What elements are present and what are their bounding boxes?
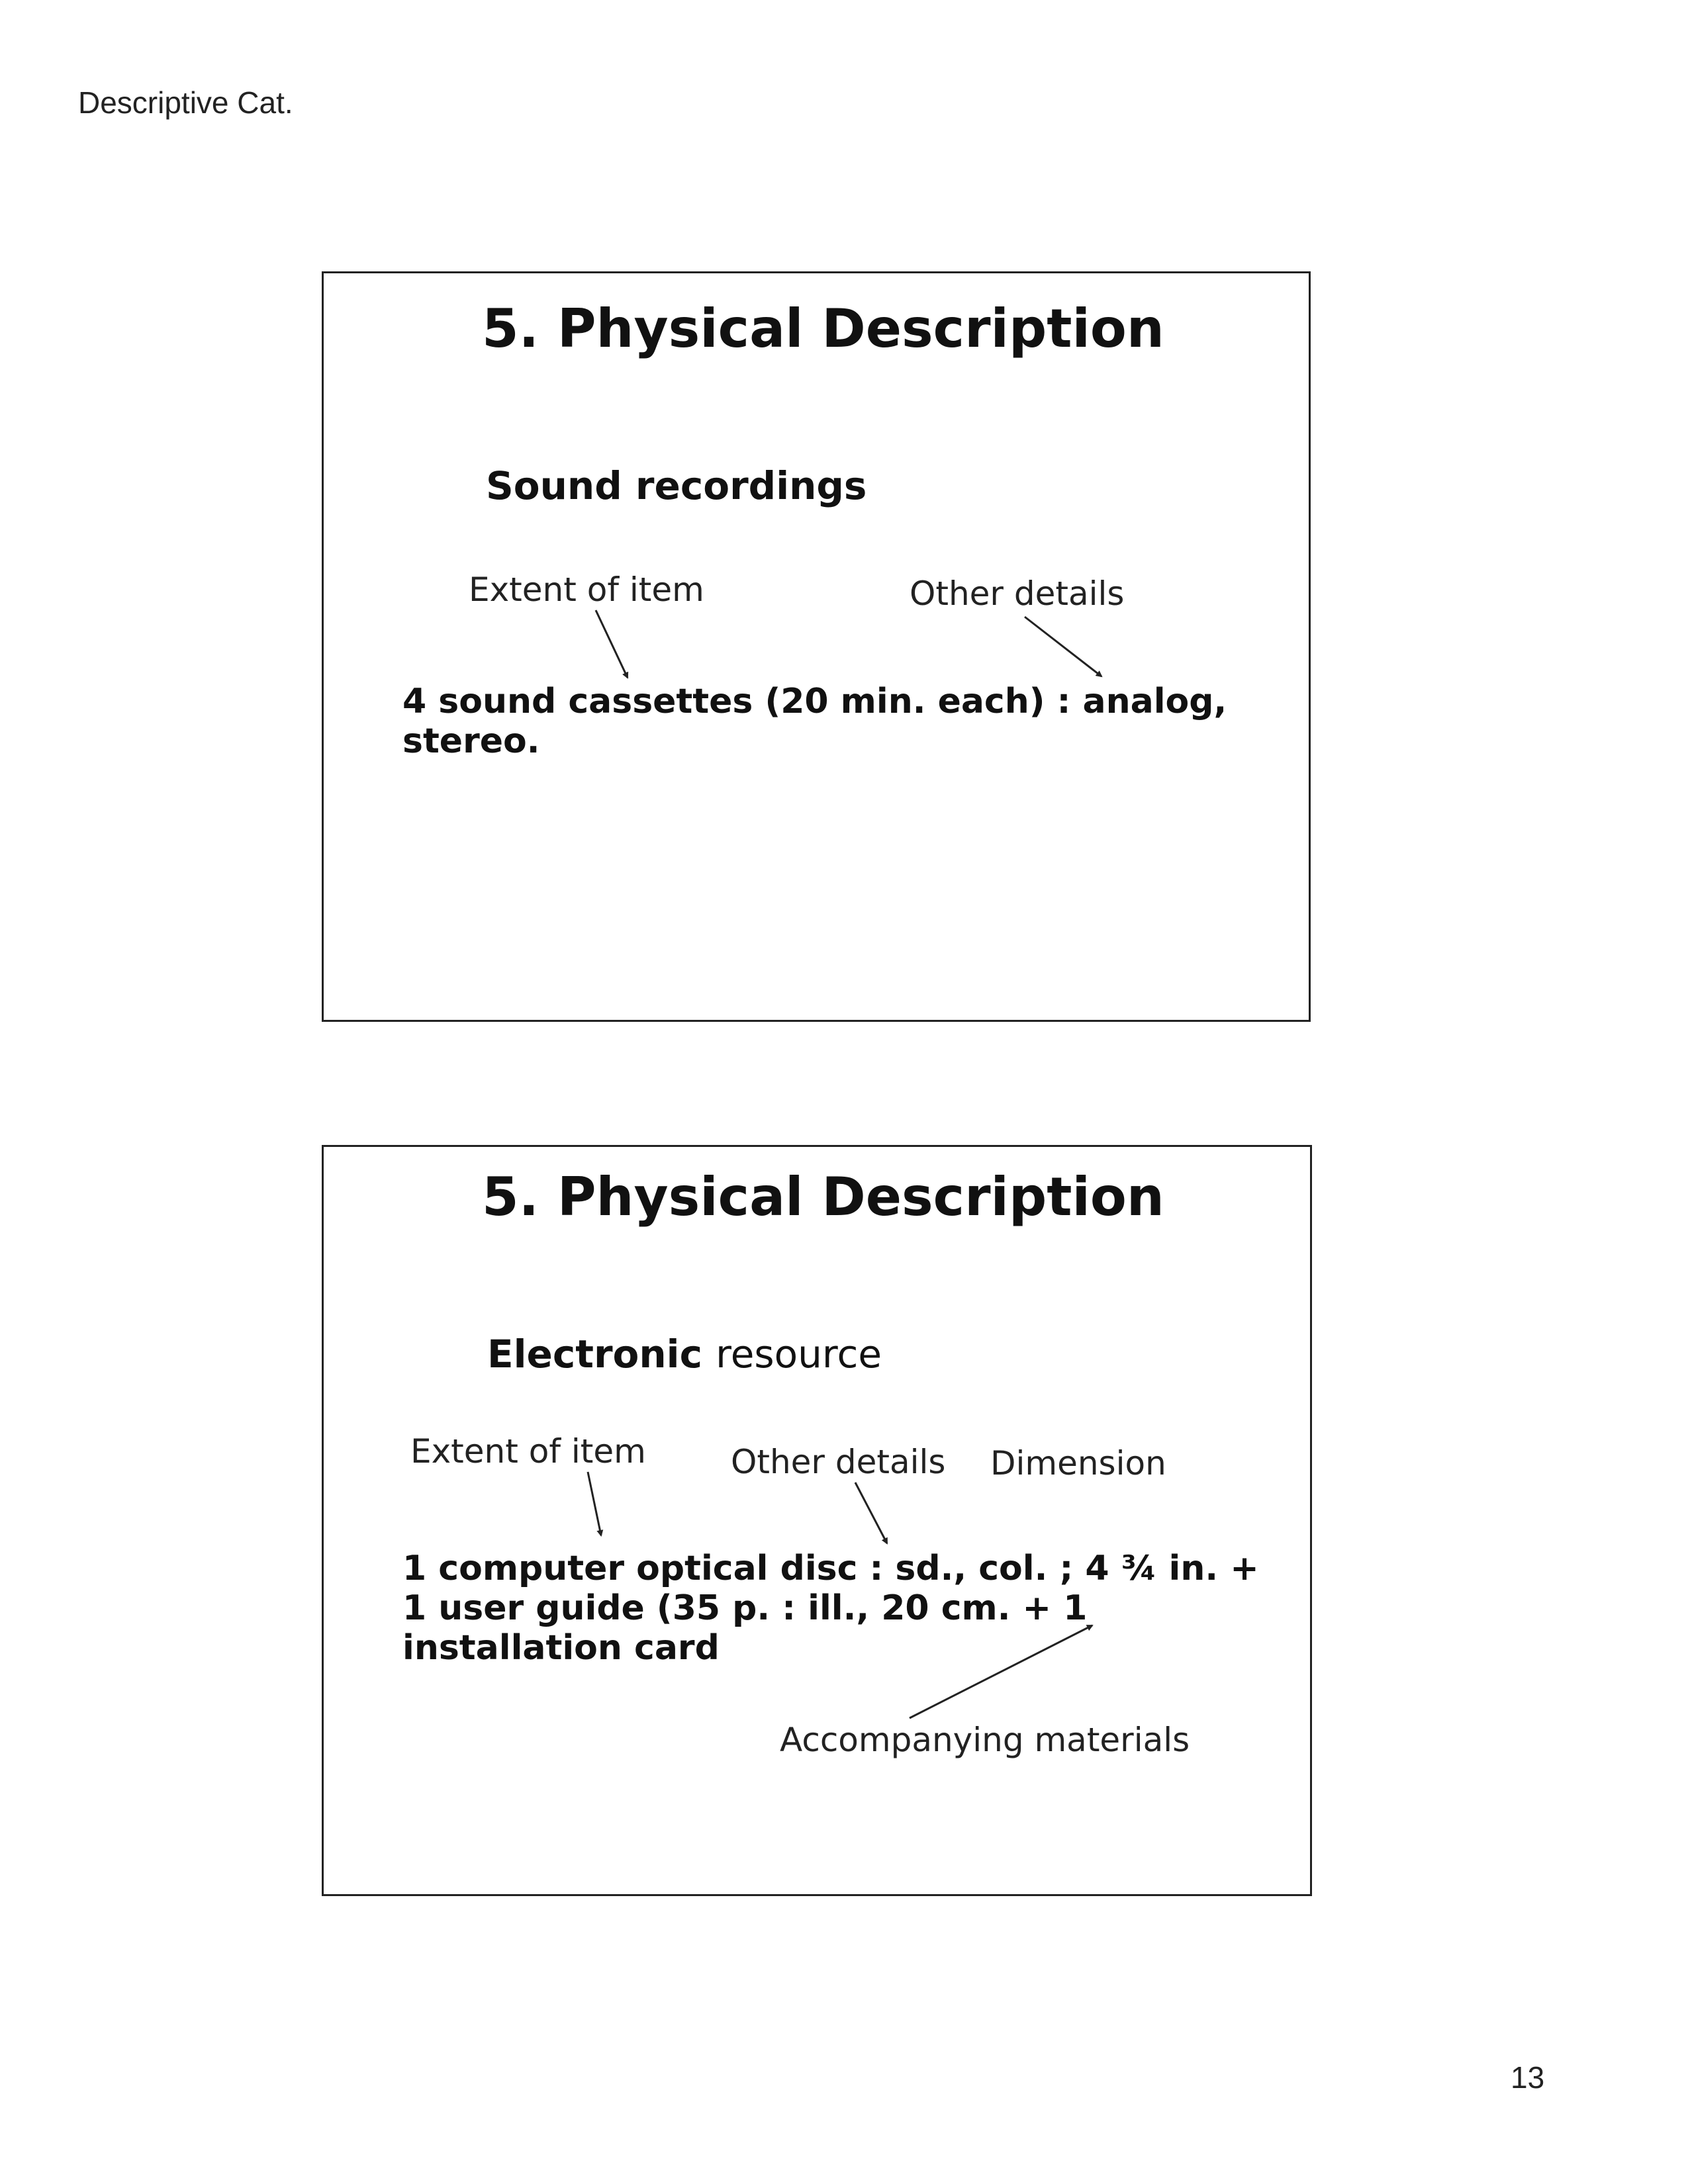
label-extent-of-item: Extent of item (410, 1432, 646, 1471)
description-line-1: 1 computer optical disc : sd., col. ; 4 ¾ in. + (402, 1549, 1259, 1588)
slide-electronic-resource (322, 1145, 1312, 1896)
slide-subheading: Sound recordings (486, 463, 867, 508)
page-header: Descriptive Cat. (78, 85, 293, 120)
label-extent-of-item: Extent of item (469, 570, 704, 609)
label-other-details: Other details (910, 574, 1125, 613)
label-accompanying-materials: Accompanying materials (780, 1721, 1190, 1759)
description-line-2: 1 user guide (35 p. : ill., 20 cm. + 1 (402, 1588, 1088, 1628)
description-line-3: installation card (402, 1628, 720, 1668)
subheading-light-part: resource (716, 1332, 882, 1377)
label-dimension: Dimension (990, 1444, 1166, 1482)
subheading-bold-part: Electronic (487, 1332, 702, 1377)
page-number: 13 (1511, 2060, 1545, 2095)
label-other-details: Other details (731, 1443, 946, 1481)
slide-sound-recordings (322, 271, 1311, 1022)
description-line-1: 4 sound cassettes (20 min. each) : analog, (402, 682, 1227, 721)
slide-subheading (487, 1332, 882, 1377)
slide-title: 5. Physical Description (482, 1166, 1164, 1228)
slide-title: 5. Physical Description (482, 298, 1164, 359)
description-line-2: stereo. (402, 721, 540, 761)
